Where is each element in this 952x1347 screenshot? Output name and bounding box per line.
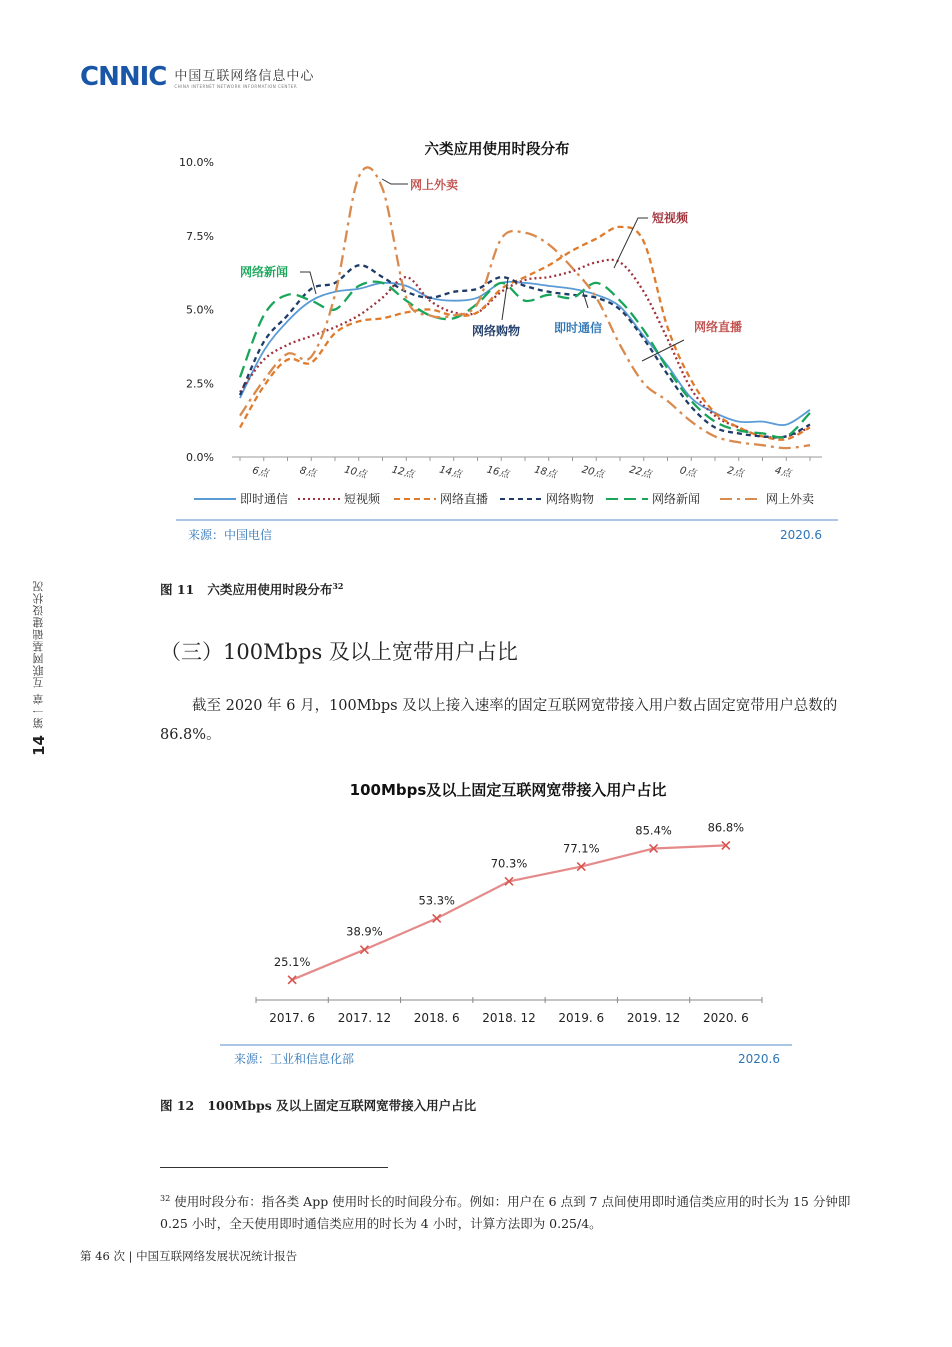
org-name xyxy=(174,65,314,89)
chart1-annotation-label: 网络直播 xyxy=(694,320,743,334)
chart1-legend-label: 网络购物 xyxy=(546,492,595,506)
chart1-y-tick-label: 10.0% xyxy=(179,156,214,169)
chart1-x-tick-label: 6点 xyxy=(251,465,270,480)
chart1-legend xyxy=(194,491,814,506)
chart1-annotation-label: 网络购物 xyxy=(472,324,521,338)
chart2-title: 100Mbps及以上固定互联网宽带接入用户占比 xyxy=(349,781,667,799)
chart2-x-tick-label: 2018. 6 xyxy=(413,1011,460,1025)
chart2-x-tick-label: 2020. 6 xyxy=(702,1011,749,1025)
chart2-source: 来源：工业和信息化部 xyxy=(234,1052,355,1066)
chart1-annotation-leader xyxy=(382,179,408,184)
chart2-data-label: 53.3% xyxy=(418,893,455,908)
footnote-divider xyxy=(160,1167,388,1168)
chart1-series-line xyxy=(240,282,810,438)
chart1-annotation-leader xyxy=(583,292,588,308)
chart2-x-tick-label: 2017. 12 xyxy=(337,1011,392,1025)
chart1-annotation-leader xyxy=(300,272,316,294)
chart1-legend-label: 短视频 xyxy=(344,492,381,506)
chart1-annotation-leader xyxy=(642,340,684,361)
chart2-marker xyxy=(433,914,441,922)
chart1-source: 来源：中国电信 xyxy=(188,528,273,542)
chart1-annotation-label: 短视频 xyxy=(652,211,689,225)
page-footer: 第 46 次 | 中国互联网络发展状况统计报告 xyxy=(80,1249,298,1263)
chart1-x-tick-label: 12点 xyxy=(390,464,416,481)
chart1-x-tick-label: 4点 xyxy=(773,465,793,480)
chart1-annotations xyxy=(240,177,742,361)
org-name-en: CHINA INTERNET NETWORK INFORMATION CENTER xyxy=(174,84,298,89)
chart1-annotation-label: 网上外卖 xyxy=(410,178,459,192)
chart1-x-tick-label: 8点 xyxy=(298,465,318,480)
footnote-number: 32 xyxy=(160,1194,171,1203)
section-title: （三）100Mbps 及以上宽带用户占比 xyxy=(160,640,518,664)
figure12-caption-text: 100Mbps 及以上固定互联网宽带接入用户占比 xyxy=(207,1098,477,1113)
chart2-data-label: 38.9% xyxy=(346,924,383,939)
figure11-caption-text: 六类应用使用时段分布 xyxy=(207,582,333,597)
chart-app-usage-time xyxy=(170,132,850,552)
chart1-legend-label: 网络新闻 xyxy=(652,492,701,506)
chart2-x-tick-label: 2017. 6 xyxy=(269,1011,316,1025)
chart1-title: 六类应用使用时段分布 xyxy=(424,142,570,158)
page-header xyxy=(80,62,314,92)
cnnic-logo: CNNIC xyxy=(80,62,167,92)
chart1-legend-label: 网络直播 xyxy=(440,492,489,506)
chart2-data-label: 86.8% xyxy=(707,820,745,835)
chart1-y-tick-label: 2.5% xyxy=(186,377,214,391)
chart1-x-tick-label: 14点 xyxy=(437,464,463,481)
chart-broadband-share xyxy=(210,770,800,1070)
chart2-data-label: 70.3% xyxy=(490,856,528,871)
chart1-series-line xyxy=(240,167,810,448)
chart1-y-tick-label: 0.0% xyxy=(186,451,214,464)
chart1-series-line xyxy=(240,282,810,425)
chart2-series xyxy=(274,820,744,983)
chart2-date: 2020.6 xyxy=(738,1052,780,1066)
chart1-legend-label: 网上外卖 xyxy=(766,492,815,506)
body-paragraph: 截至 2020 年 6 月，100Mbps 及以上接入速率的固定互联网宽带接入用户数占固定宽带用户总数的 86.8%。 xyxy=(160,698,838,743)
chart1-x-tick-label: 16点 xyxy=(485,464,511,481)
figure12-caption-prefix: 图 12 xyxy=(160,1098,195,1113)
chart1-x-tick-label: 18点 xyxy=(532,464,558,481)
chart2-x-tick-label: 2018. 12 xyxy=(482,1011,536,1025)
figure11-caption-prefix: 图 11 xyxy=(160,582,195,597)
footnote xyxy=(160,1188,860,1235)
chart1-series xyxy=(240,167,810,448)
chart1-y-tick-label: 7.5% xyxy=(186,229,214,243)
chart2-axes xyxy=(256,997,762,1025)
chart1-annotation-label: 网络新闻 xyxy=(240,265,289,279)
chart1-x-tick-label: 2点 xyxy=(726,465,745,480)
footnote-text: 使用时段分布：指各类 App 使用时长的时间段分布。例如：用户在 6 点到 7 点间使用即时通信类应用的时长为 15 分钟即 0.25 小时，全天使用即时通信类应用的时长为 4 小时，计算方法即为 0.25/4。 xyxy=(160,1194,851,1232)
chart1-legend-label: 即时通信 xyxy=(240,492,289,506)
figure11-footnote-ref: 32 xyxy=(332,580,344,591)
chart2-x-tick-label: 2019. 12 xyxy=(626,1011,681,1025)
chart1-x-tick-label: 22点 xyxy=(627,464,653,481)
chart1-annotation-label: 即时通信 xyxy=(554,321,603,335)
org-name-cn: 中国互联网络信息中心 xyxy=(174,69,315,84)
chart1-x-tick-label: 0点 xyxy=(678,465,698,480)
chart1-date: 2020.6 xyxy=(780,528,822,542)
chart1-x-tick-label: 10点 xyxy=(342,464,368,481)
figure12-caption xyxy=(160,1096,476,1114)
chart1-y-tick-label: 5.0% xyxy=(186,303,214,317)
chart1-axes xyxy=(179,156,822,481)
chart1-annotation-leader xyxy=(614,218,648,268)
chart2-data-label: 77.1% xyxy=(563,841,600,856)
page-number: 14 xyxy=(30,734,48,756)
chart1-series-line xyxy=(240,265,810,437)
side-chapter-label xyxy=(28,580,50,780)
figure11-caption xyxy=(160,580,343,598)
chart2-x-tick-label: 2019. 6 xyxy=(558,1011,605,1025)
chart2-data-label: 25.1% xyxy=(273,954,311,969)
chart1-annotation-leader xyxy=(502,278,508,320)
chapter-title: 第一章 互联网基础建设状况 xyxy=(32,580,45,729)
chart1-x-tick-label: 20点 xyxy=(580,464,606,481)
chart2-data-label: 85.4% xyxy=(635,823,672,838)
